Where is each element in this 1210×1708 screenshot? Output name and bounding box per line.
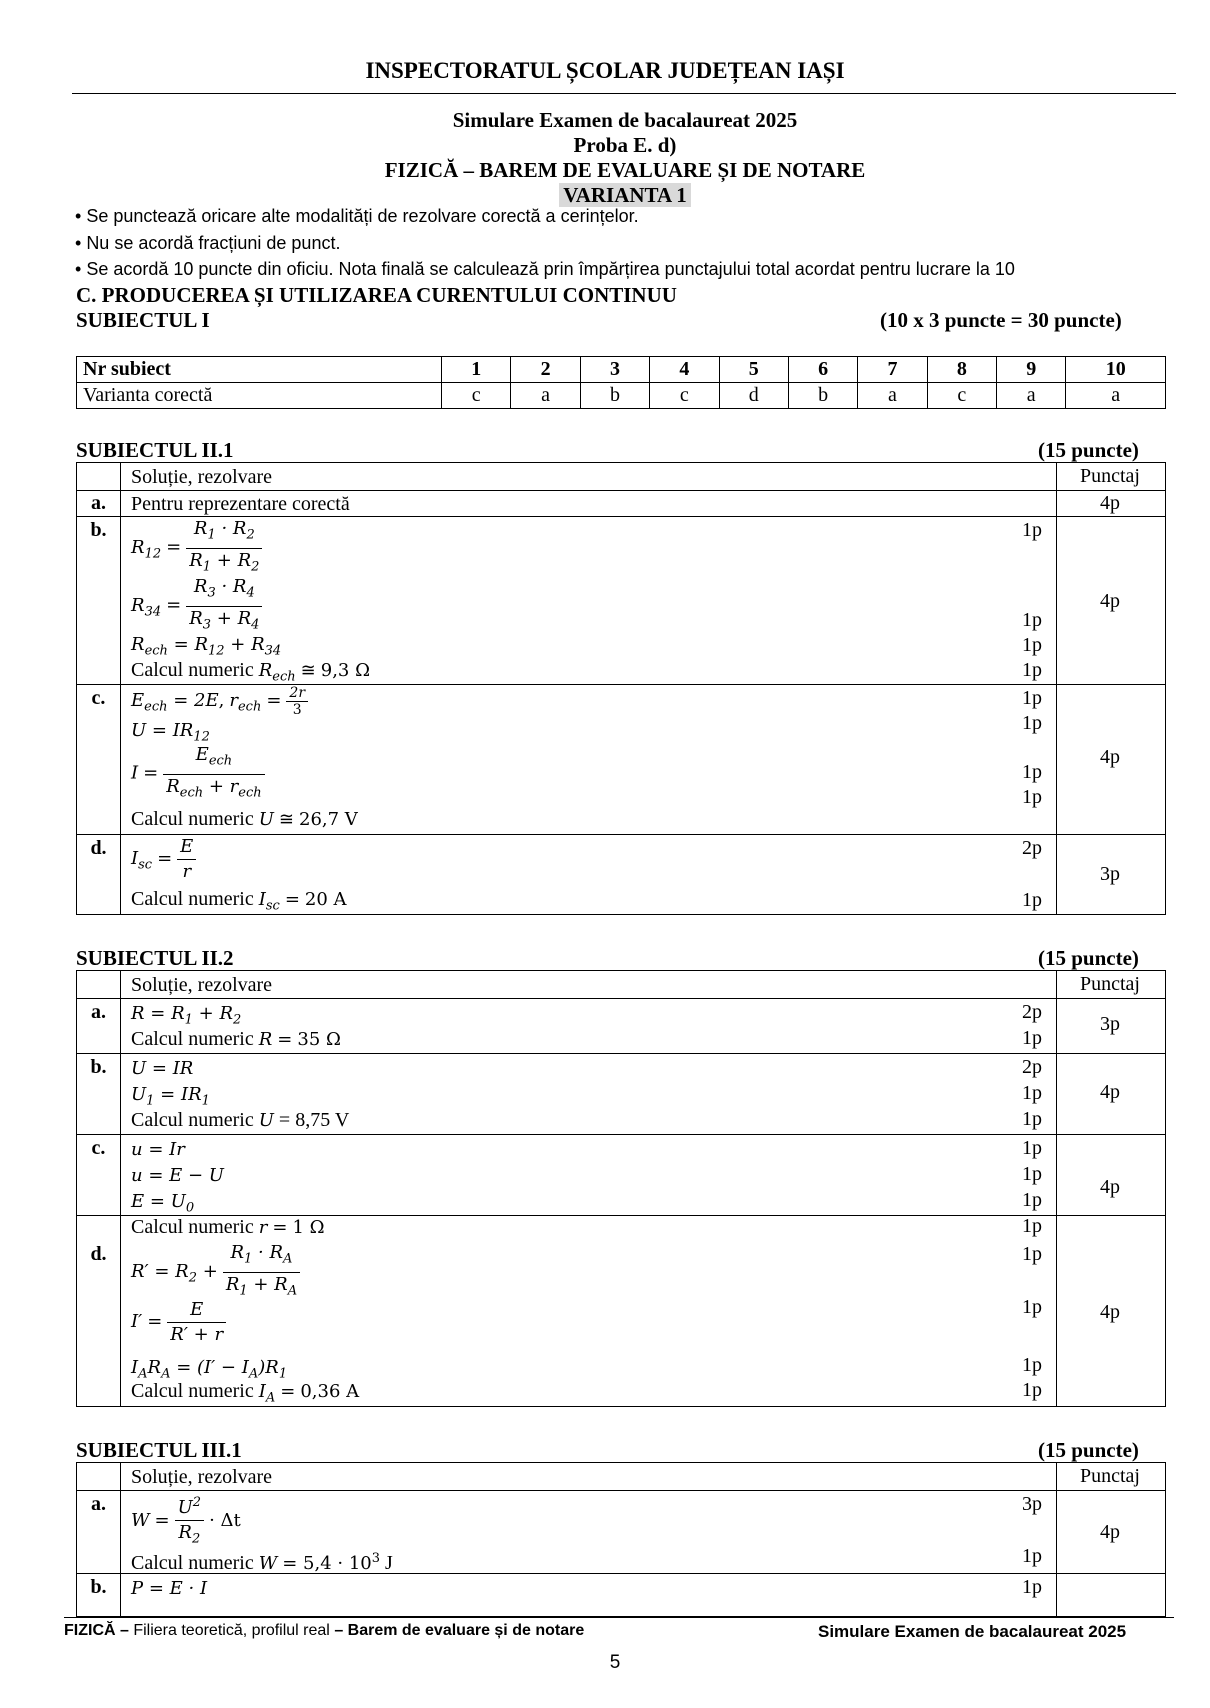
s22-col-points: Punctaj	[1080, 973, 1140, 995]
s31-b-p1: 1p	[1022, 1576, 1042, 1598]
s22-c-p2: 1p	[1022, 1163, 1042, 1185]
rule-3: • Se acordă 10 puncte din oficiu. Nota finală se calculează prin împărțirea punctajului total acordat pentru lucrare la 10	[75, 259, 1015, 279]
inspectorate-title: INSPECTORATUL ȘCOLAR JUDEȚEAN IAȘI	[365, 58, 845, 83]
footer-rule	[64, 1617, 1174, 1618]
s21-table	[76, 462, 1166, 915]
rule-1: • Se punctează oricare alte modalități de rezolvare corectă a cerințelor.	[75, 206, 639, 226]
nr-10: 10	[1066, 357, 1166, 383]
s22-c-label: c.	[91, 1137, 106, 1159]
s31-a-total: 4p	[1100, 1521, 1120, 1543]
s31-col-points: Punctaj	[1080, 1465, 1140, 1487]
s21-title: SUBIECTUL II.1	[76, 438, 234, 462]
s21-b-label: b.	[90, 519, 107, 541]
s31-table	[76, 1462, 1166, 1617]
s22-c-p4: 1p	[1022, 1215, 1042, 1237]
s21-c-p2: 1p	[1022, 712, 1042, 734]
ans-4: c	[650, 383, 719, 409]
varianta-label: Varianta corectă	[77, 383, 442, 409]
s22-b-eq1: U = IR	[131, 1058, 194, 1079]
s21-c-eq1: $E_{ech} = 2E$, $r_{ech}$ = $\frac{2r}{3}$	[131, 685, 308, 720]
s21-b-calc: Calcul numeric $R_{ech}$ ≅ 9,3 Ω	[131, 659, 371, 685]
s22-a-p1: 2p	[1022, 1001, 1042, 1023]
s21-c-p4: 1p	[1022, 786, 1042, 808]
s22-points: (15 puncte)	[1038, 946, 1139, 970]
subject-title: FIZICĂ – BAREM DE EVALUARE ȘI DE NOTARE	[384, 158, 866, 182]
footer-right: Simulare Examen de bacalaureat 2025	[818, 1622, 1127, 1641]
ans-7: a	[858, 383, 927, 409]
exam-title: Simulare Examen de bacalaureat 2025	[452, 108, 798, 132]
s21-col-points: Punctaj	[1080, 465, 1140, 487]
s21-c-calc: Calcul numeric U ≅ 26,7 V	[131, 808, 358, 830]
s22-a-total: 3p	[1100, 1013, 1120, 1035]
s21-a-text: Pentru reprezentare corectă	[131, 493, 350, 515]
s21-b-eq2: $R_{34}$ = $\frac{R_3 \cdot R_4}{R_3 + R_4}$	[131, 575, 262, 637]
s22-d-p4: 1p	[1022, 1379, 1042, 1401]
ans-3: b	[580, 383, 649, 409]
subiect1-points: (10 x 3 puncte = 30 puncte)	[880, 308, 1122, 332]
nr-9: 9	[997, 357, 1066, 383]
s22-b-label: b.	[90, 1056, 107, 1078]
s22-c-eq2: u = E − U	[131, 1165, 224, 1186]
s31-col-solution: Soluție, rezolvare	[131, 1466, 273, 1488]
subiect1-title: SUBIECTUL I	[76, 308, 210, 332]
s21-d-label: d.	[90, 837, 107, 859]
s31-a-calc: Calcul numeric $W = 5,4 \cdot 10^3$ J	[131, 1551, 393, 1574]
ans-10: a	[1066, 383, 1166, 409]
header-rule	[72, 93, 1176, 94]
s31-b-label: b.	[90, 1576, 107, 1598]
proba-title: Proba E. d)	[573, 133, 677, 157]
s22-d-eq1: $R' = R_2$ + $\frac{R_1 \cdot R_A}{R_1 + R_A}$	[131, 1241, 300, 1303]
s21-c-eq2: $U = IR_{12}$	[131, 720, 210, 745]
nr-4: 4	[650, 357, 719, 383]
s21-b-eq3: $R_{ech} = R_{12} + R_{34}$	[131, 634, 282, 659]
s22-d-eq3: $I_AR_A = (I' - I_A)R_1$	[131, 1357, 288, 1382]
s21-d-p1: 2p	[1022, 837, 1042, 859]
ans-8: c	[927, 383, 996, 409]
ans-2: a	[511, 383, 580, 409]
nr-3: 3	[580, 357, 649, 383]
s31-points: (15 puncte)	[1038, 1438, 1139, 1462]
s22-b-calc: Calcul numeric U = 8,75 V	[131, 1109, 350, 1131]
s21-a-label: a.	[91, 492, 106, 514]
footer-left: FIZICĂ – Filiera teoretică, profilul real – Barem de evaluare și de notare	[64, 1622, 585, 1639]
s31-a-p1: 3p	[1022, 1493, 1042, 1515]
variant-label: VARIANTA 1	[559, 183, 691, 207]
s21-points: (15 puncte)	[1038, 438, 1139, 462]
nr-5: 5	[719, 357, 788, 383]
s22-c-p1: 1p	[1022, 1137, 1042, 1159]
s21-b-p2: 1p	[1022, 609, 1042, 631]
s21-a-total: 4p	[1100, 492, 1120, 514]
s21-b-p4: 1p	[1022, 659, 1042, 681]
s21-d-eq1: $I_{sc}$ = $\frac{E}{r}$	[131, 835, 196, 884]
s22-col-solution: Soluție, rezolvare	[131, 974, 273, 996]
nr-subiect-label: Nr subiect	[77, 357, 442, 383]
module-title: C. PRODUCEREA ȘI UTILIZAREA CURENTULUI CONTINUU	[76, 283, 677, 307]
nr-6: 6	[788, 357, 857, 383]
s21-c-eq3: I = $\frac{E_{ech}}{R_{ech} + r_{ech}}$	[131, 743, 265, 805]
s21-d-calc: Calcul numeric $I_{sc} = 20$ A	[131, 888, 347, 914]
s22-d-p3: 1p	[1022, 1354, 1042, 1376]
s22-c-eq3: $E = U_0$	[131, 1191, 195, 1216]
s22-d-calc: Calcul numeric $I_A = 0,36$ A	[131, 1380, 360, 1406]
s31-a-label: a.	[91, 1493, 106, 1515]
answers-table	[76, 356, 1166, 409]
s22-c-p3: 1p	[1022, 1189, 1042, 1211]
nr-7: 7	[858, 357, 927, 383]
s21-b-total: 4p	[1100, 590, 1120, 612]
s21-b-p3: 1p	[1022, 634, 1042, 656]
s22-d-total: 4p	[1100, 1301, 1120, 1323]
s22-c-calc: Calcul numeric r = 1 Ω	[131, 1216, 325, 1238]
s22-b-p3: 1p	[1022, 1108, 1042, 1130]
s31-a-p2: 1p	[1022, 1545, 1042, 1567]
ans-1: c	[442, 383, 511, 409]
s22-c-eq1: u = Ir	[131, 1139, 185, 1160]
s22-a-calc: Calcul numeric R = 35 Ω	[131, 1028, 341, 1050]
s22-c-total: 4p	[1100, 1176, 1120, 1198]
s22-d-eq2: I′ = $\frac{E}{R' + r}$	[131, 1298, 226, 1347]
s22-a-p2: 1p	[1022, 1027, 1042, 1049]
page-number: 5	[609, 1652, 621, 1673]
s21-b-p1: 1p	[1022, 519, 1042, 541]
nr-1: 1	[442, 357, 511, 383]
s31-title: SUBIECTUL III.1	[76, 1438, 242, 1462]
s21-c-p1: 1p	[1022, 687, 1042, 709]
ans-6: b	[788, 383, 857, 409]
s21-c-total: 4p	[1100, 746, 1120, 768]
nr-8: 8	[927, 357, 996, 383]
s21-d-total: 3p	[1100, 863, 1120, 885]
s22-b-eq2: $U_1 = IR_1$	[131, 1084, 210, 1109]
s21-c-label: c.	[91, 687, 106, 709]
nr-2: 2	[511, 357, 580, 383]
s31-a-eq1: W = $\frac{U^2}{R_2}$ · Δt	[131, 1491, 241, 1552]
s22-a-label: a.	[91, 1001, 106, 1023]
s22-d-p2: 1p	[1022, 1296, 1042, 1318]
ans-5: d	[719, 383, 788, 409]
s21-d-p2: 1p	[1022, 889, 1042, 911]
s22-b-p2: 1p	[1022, 1082, 1042, 1104]
s22-b-p1: 2p	[1022, 1056, 1042, 1078]
s21-col-solution: Soluție, rezolvare	[131, 466, 273, 488]
s22-d-label: d.	[90, 1243, 107, 1265]
s22-table	[76, 970, 1166, 1407]
s22-a-eq1: $R = R_1 + R_2$	[131, 1003, 242, 1028]
s21-b-eq1: $R_{12}$ = $\frac{R_1 \cdot R_2}{R_1 + R_2}$	[131, 517, 262, 579]
s22-b-total: 4p	[1100, 1081, 1120, 1103]
s22-d-p1: 1p	[1022, 1243, 1042, 1265]
s22-title: SUBIECTUL II.2	[76, 946, 234, 970]
s21-c-p3: 1p	[1022, 761, 1042, 783]
ans-9: a	[997, 383, 1066, 409]
s31-b-eq1: P = E · I	[131, 1578, 208, 1599]
rule-2: • Nu se acordă fracțiuni de punct.	[75, 233, 341, 253]
